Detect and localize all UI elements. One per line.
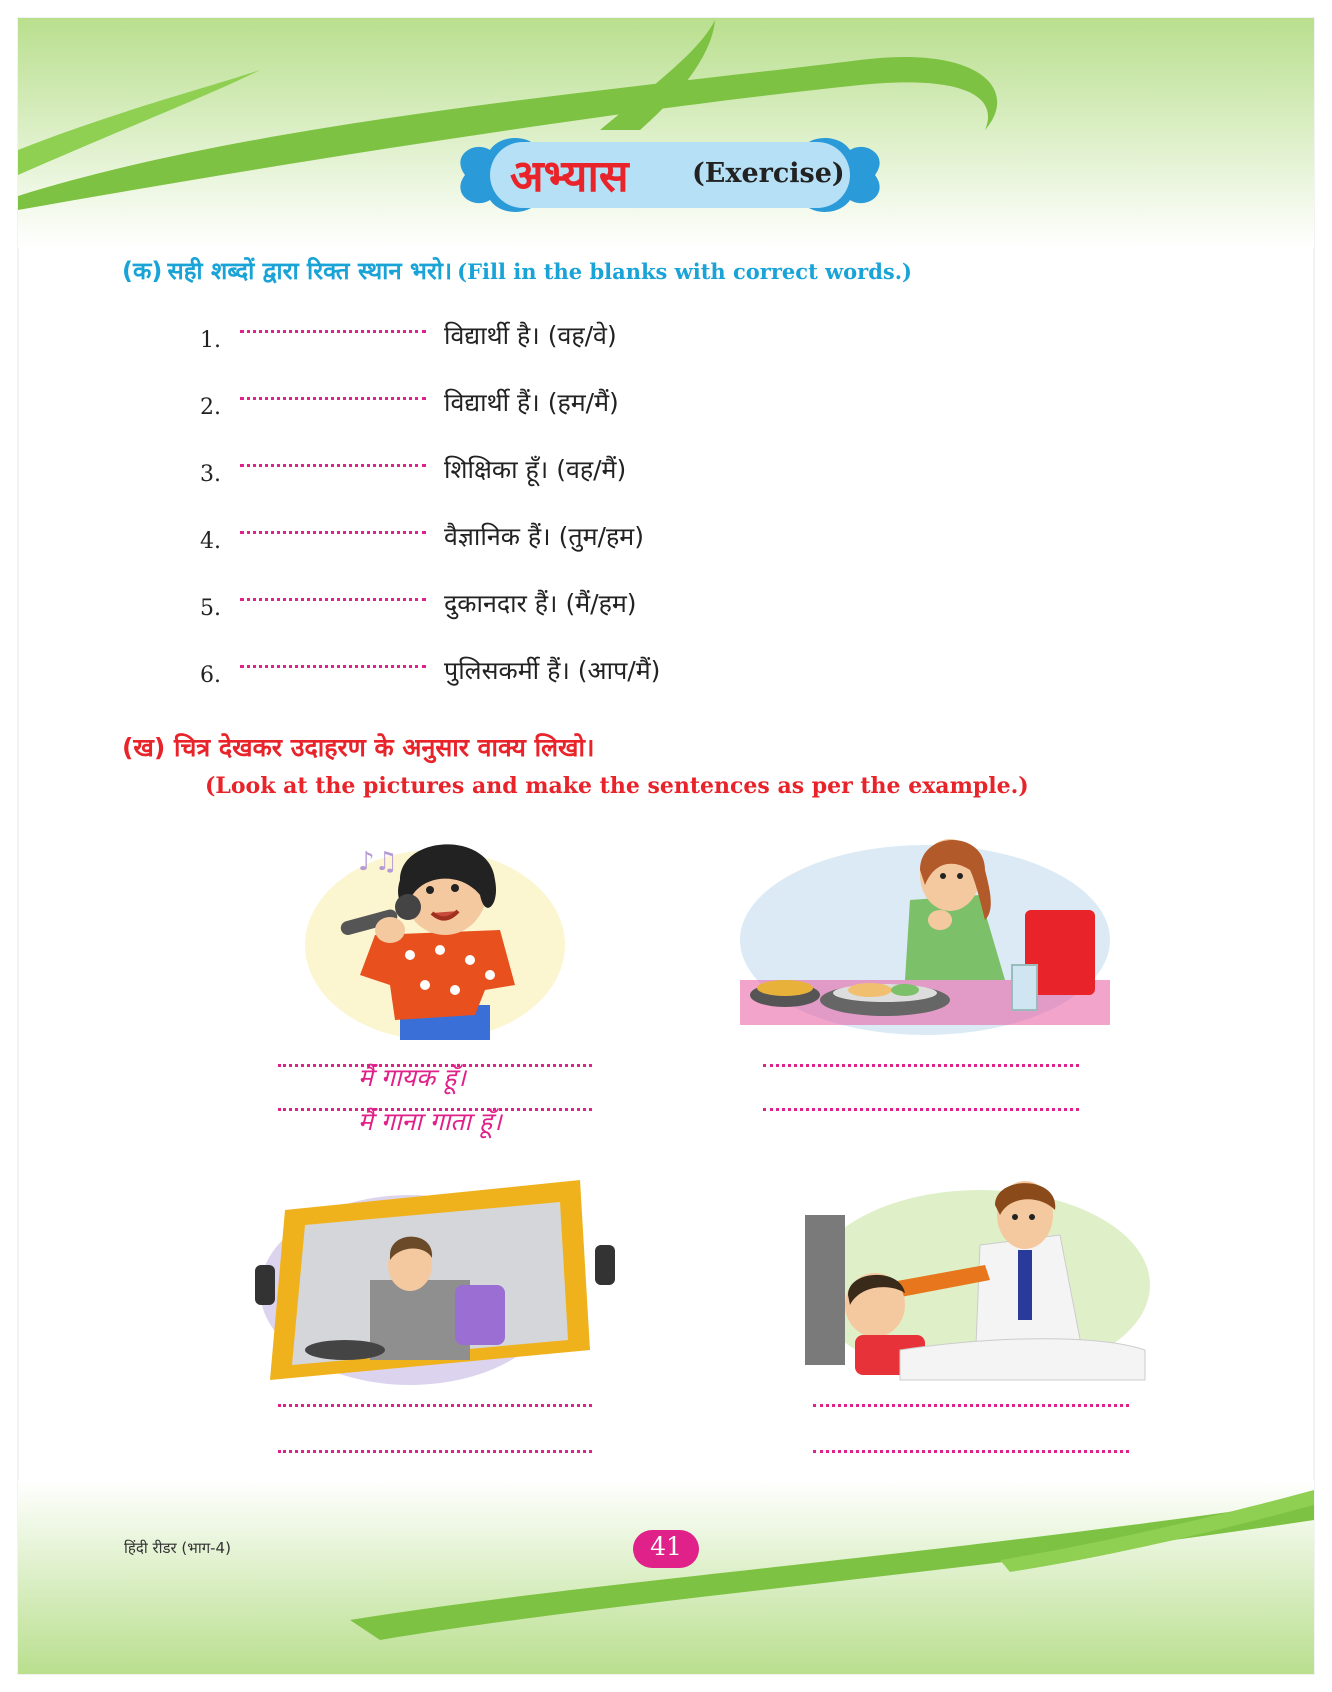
answer-line[interactable]	[813, 1450, 1129, 1453]
item-text: शिक्षिका हूँ। (वह/मैं)	[444, 455, 627, 484]
section-b-instruction-hindi: चित्र देखकर उदाहरण के अनुसार वाक्य लिखो।	[174, 733, 595, 762]
section-a-heading	[122, 254, 912, 287]
answer-line[interactable]	[763, 1108, 1079, 1111]
answer-line[interactable]	[813, 1404, 1129, 1407]
example-answer-line2: मैं गाना गाता हूँ।	[358, 1107, 502, 1136]
answer-line[interactable]	[278, 1404, 592, 1407]
blank-input[interactable]	[240, 584, 426, 601]
doctor-patient-picture	[800, 1175, 1150, 1385]
blank-input[interactable]	[240, 450, 426, 467]
answer-line[interactable]	[763, 1064, 1079, 1067]
bus-driver-picture	[250, 1170, 630, 1385]
item-text: दुकानदार हैं। (मैं/हम)	[444, 589, 637, 618]
section-a-instruction-english: (Fill in the blanks with correct words.)	[457, 259, 912, 284]
singer-boy-picture	[300, 825, 570, 1040]
book-title: हिंदी रीडर (भाग-4)	[124, 1539, 231, 1557]
item-number: 3.	[200, 462, 221, 487]
section-b-heading	[122, 730, 594, 764]
item-number: 1.	[200, 328, 221, 353]
answer-line[interactable]	[278, 1450, 592, 1453]
item-number: 4.	[200, 529, 221, 554]
title-english: (Exercise)	[692, 158, 845, 189]
item-number: 5.	[200, 596, 221, 621]
section-a-instruction-hindi: सही शब्दों द्वारा रिक्त स्थान भरो।	[167, 257, 453, 285]
example-answer-line1: मैं गायक हूँ।	[358, 1063, 466, 1092]
girl-eating-picture	[735, 830, 1115, 1040]
item-number: 2.	[200, 395, 221, 420]
item-text: विद्यार्थी है। (वह/वे)	[444, 321, 617, 350]
svg-text:♪♫: ♪♫	[358, 847, 398, 877]
blank-input[interactable]	[240, 517, 426, 534]
blank-input[interactable]	[240, 316, 426, 333]
item-text: वैज्ञानिक हैं। (तुम/हम)	[444, 522, 644, 551]
section-b-label: (ख)	[122, 733, 166, 762]
section-b-instruction-english: (Look at the pictures and make the sentences as per the example.)	[205, 773, 1029, 799]
item-text: विद्यार्थी हैं। (हम/मैं)	[444, 388, 619, 417]
section-a-label: (क)	[122, 257, 163, 285]
title-hindi: अभ्यास	[510, 151, 629, 202]
page-number: 41	[650, 1532, 682, 1561]
blank-input[interactable]	[240, 383, 426, 400]
title	[470, 138, 870, 218]
blank-input[interactable]	[240, 651, 426, 668]
item-number: 6.	[200, 663, 221, 688]
item-text: पुलिसकर्मी हैं। (आप/मैं)	[444, 656, 661, 685]
